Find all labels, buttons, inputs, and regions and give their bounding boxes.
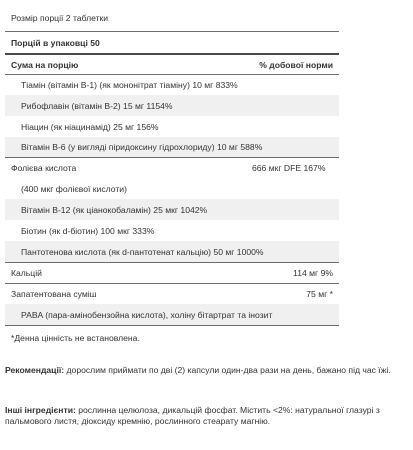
nutrient-row-vitamin-b6 — [5, 137, 339, 157]
servings-per-container-row — [5, 31, 339, 53]
folate-label: Фолієва кислота — [11, 163, 77, 173]
nutrient-row-vitamin-b12 — [5, 199, 339, 220]
other-ingredients-paragraph — [5, 405, 405, 427]
calcium-value: 114 мг 9% — [293, 268, 333, 278]
amount-header-row — [5, 53, 339, 74]
nutrient-row-folate — [5, 157, 339, 178]
serving-size-text: Розмір порції 2 таблетки — [11, 13, 109, 23]
nutrient-row-niacin — [5, 116, 339, 137]
proprietary-blend-label: Запатентована суміш — [11, 289, 97, 299]
servings-per-container-text: Порцій в упаковці 50 — [11, 37, 100, 48]
daily-value-footnote: *Денна цінність не встановлена. — [11, 332, 140, 343]
footnote-row — [5, 325, 339, 349]
amount-per-serving-header: Сума на порцію — [11, 59, 79, 70]
proprietary-blend-row — [5, 283, 339, 304]
nutrient-row-riboflavin — [5, 95, 339, 116]
riboflavin-text: Рибофлавін (вітамін В-2) 15 мг 1154% — [21, 100, 173, 111]
niacin-text: Ніацин (як ніацинамід) 25 мг 156% — [21, 121, 159, 132]
other-ingredients-label: Інші інгредієнти: — [5, 405, 76, 415]
other-ingredients-text: рослинна целюлоза, дикальцій фосфат. Містить <2%: натуральної глазурі з пальмового листя, діоксиду кремнію, рослинного стеарату магнію. — [5, 405, 380, 426]
nutrient-row-pantothenic-acid — [5, 241, 339, 262]
recommendation-paragraph — [5, 365, 405, 376]
proprietary-blend-contents: PABA (пара-амінобензойна кислота), холіну бітартрат та інозит — [21, 309, 273, 320]
vitamin-b6-text: Вітамін В-6 (у вигляді піридоксину гідрохлориду) 10 мг 588% — [21, 142, 263, 152]
nutrient-row-thiamin — [5, 74, 339, 95]
vitamin-b12-text: Вітамін В-12 (як ціанокобаламін) 25 мкг 1042% — [21, 204, 208, 215]
recommendation-label: Рекомендації: — [5, 365, 65, 375]
nutrient-row-calcium — [5, 262, 339, 283]
proprietary-blend-contents-row — [5, 304, 339, 325]
folate-value: 666 мкг DFE 167% — [252, 163, 326, 173]
biotin-text: Біотин (як d-біотин) 100 мкг 333% — [21, 225, 155, 236]
pantothenic-acid-text: Пантотенова кислота (як d-пантотенат кальцію) 50 мг 1000% — [21, 246, 264, 257]
supplement-facts-panel — [5, 5, 339, 349]
nutrient-row-folic-acid — [5, 178, 339, 199]
thiamin-text: Тіамін (вітамін В-1) (як мононітрат тіаміну) 10 мг 833% — [21, 80, 238, 90]
serving-size-row — [5, 5, 339, 31]
calcium-label: Кальцій — [11, 268, 42, 278]
folic-acid-text: (400 мкг фолієвої кислоти) — [21, 183, 127, 194]
daily-value-header: % добової норми — [259, 59, 333, 70]
recommendation-text: дорослим приймати по дві (2) капсули один-два рази на день, бажано під час їжі. — [64, 365, 391, 375]
nutrient-row-biotin — [5, 220, 339, 241]
proprietary-blend-value: 75 мг * — [306, 289, 333, 299]
